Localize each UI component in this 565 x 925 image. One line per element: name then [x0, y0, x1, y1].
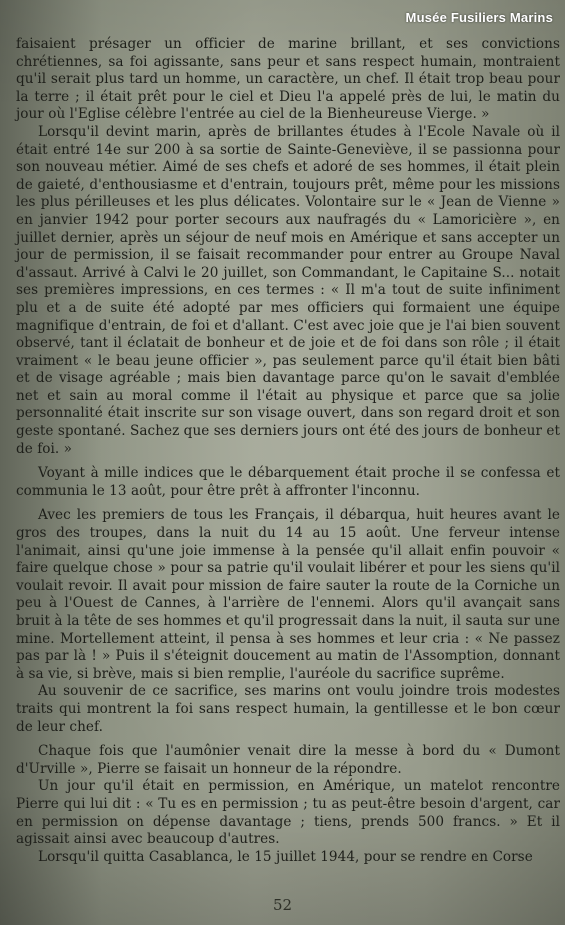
page-number: 52 [272, 896, 293, 914]
paragraph: faisaient présager un officier de marine brillant, et ses convictions chrétiennes, sa foi agissante, sans peur et sans respect humain, montraient qu'il serait plus tard un homme, un caractère, un chef. Il était trop beau pour la terre ; il était prêt pour le ciel et Dieu l'a appelé près de lui, le matin du jour où l'Eglise célèbre l'entrée au ciel de la Bienheureuse Vierge. » [16, 36, 560, 123]
paragraph: Lorsqu'il devint marin, après de brillantes études à l'Ecole Navale où il était entré 14e sur 200 à sa sortie de Sainte-Geneviève, il se passionna pour son nouveau métier. Aimé de ses chefs et adoré de ses hommes, il était plein de gaieté, d'enthousiasme et d'entrain, toujours prêt, même pour les missions les plus périlleuses et les plus délicates. Volontaire sur le « Jean de Vienne » en janvier 1942 pour porter secours aux naufragés du « Lamoricière », en juillet dernier, après un séjour de neuf mois en Amérique et sans accepter un jour de permission, il se faisait recommander pour entrer au Groupe Naval d'assaut. Arrivé à Calvi le 20 juillet, son Commandant, le Capitaine S... notait ses premières impressions, en ces termes : « Il m'a tout de suite infiniment plu et a de suite été adopté par mes officiers qui formaient une équipe magnifique d'entrain, de foi et d'allant. C'est avec joie que je l'ai bien souvent observé, tant il éclatait de bonheur et de joie et de foi dans son rôle ; il était vraiment « le beau jeune officier », pas seulement parce qu'il était bien bâti et de visage agréable ; mais bien davantage parce qu'on le savait d'emblée net et sain au moral comme il l'était au physique et parce que sa jolie personnalité était inscrite sur son visage ouvert, dans son regard droit et son geste spontané. Sachez que ses derniers jours ont été des jours de bonheur et de foi. » [16, 123, 560, 457]
paragraph: Avec les premiers de tous les Français, il débarqua, huit heures avant le gros des troupes, dans la nuit du 14 au 15 août. Une ferveur intense l'animait, ainsi qu'une joie immense à la pensée qu'il allait enfin pouvoir « faire quelque chose » pour sa patrie qu'il voulait libérer et pour les siens qu'il voulait revoir. Il avait pour mission de faire sauter la route de la Corniche un peu à l'Ouest de Cannes, à l'arrière de l'ennemi. Alors qu'il avançait sans bruit à la tête de ses hommes et qu'il progressait dans la nuit, il sauta sur une mine. Mortellement atteint, il pensa à ses hommes et leur cria : « Ne passez pas par là ! » Puis il s'éteignit doucement au matin de l'Assomption, donnant à sa vie, si brève, mais si bien remplie, l'auréole du sacrifice suprême. [16, 507, 560, 682]
paragraph: Lorsqu'il quitta Casablanca, le 15 juillet 1944, pour se rendre en Corse [38, 848, 533, 865]
paragraph: Un jour qu'il était en permission, en Amérique, un matelot rencontre Pierre qui lui dit : « Tu es en permission ; tu as peut-être besoin d'argent, car en permission on dépense davantage ; tiens, prends 500 francs. » Et il agissait ainsi avec beaucoup d'autres. [16, 778, 560, 848]
paragraph: Chaque fois que l'aumônier venait dire la messe à bord du « Dumont d'Urville », Pierre se faisait un honneur de la répondre. [16, 743, 560, 777]
paragraph: Voyant à mille indices que le débarquement était proche il se confessa et communia le 13 août, pour être prêt à affronter l'inconnu. [16, 465, 560, 499]
body-text [16, 36, 560, 866]
paragraph: Au souvenir de ce sacrifice, ses marins ont voulu joindre trois modestes traits qui montrent la foi sans respect humain, la gentillesse et le bon cœur de leur chef. [16, 683, 560, 735]
watermark: Musée Fusiliers Marins [405, 10, 553, 25]
